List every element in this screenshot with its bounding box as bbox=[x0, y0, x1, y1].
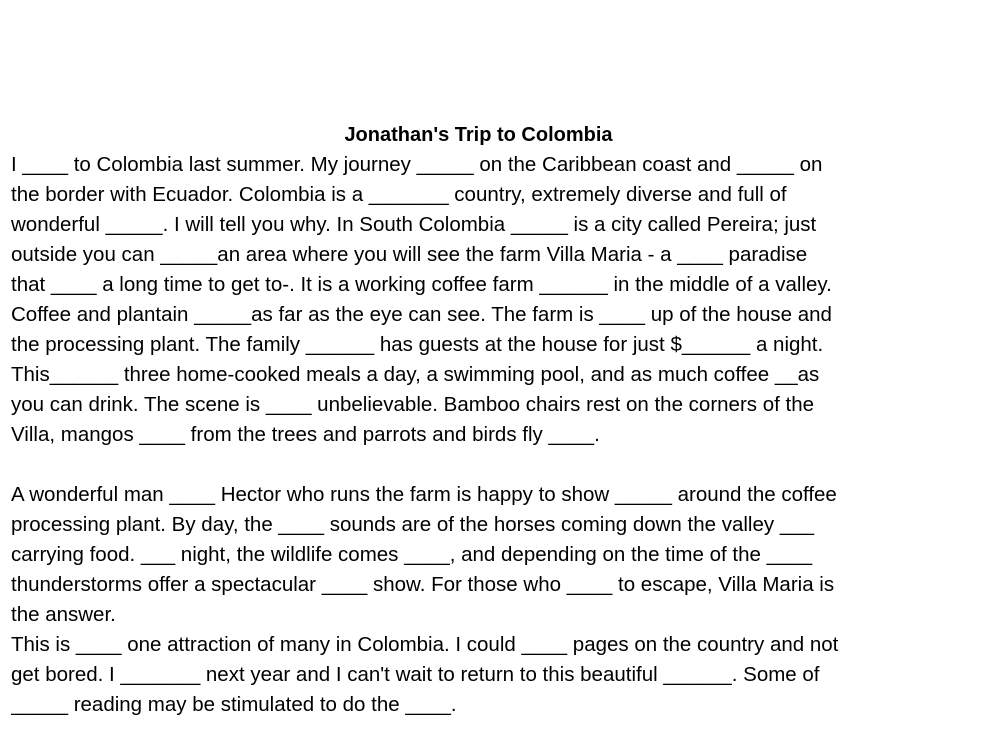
text-line: the border with Ecuador. Colombia is a _______ country, extremely diverse and full of bbox=[11, 183, 787, 206]
text-line: you can drink. The scene is ____ unbelievable. Bamboo chairs rest on the corners of the bbox=[11, 393, 815, 416]
text-line: outside you can _____an area where you will see the farm Villa Maria - a ____ paradise bbox=[11, 243, 808, 266]
text-line: the processing plant. The family ______ has guests at the house for just $______ a night. bbox=[11, 333, 824, 356]
worksheet bbox=[11, 120, 986, 720]
worksheet-title: Jonathan's Trip to Colombia bbox=[344, 124, 613, 146]
text-line: I ____ to Colombia last summer. My journey _____ on the Caribbean coast and _____ on bbox=[11, 153, 823, 176]
text-line: This______ three home-cooked meals a day, a swimming pool, and as much coffee __as bbox=[11, 363, 820, 386]
text-line: processing plant. By day, the ____ sounds are of the horses coming down the valley ___ bbox=[11, 513, 815, 536]
text-line: Villa, mangos ____ from the trees and parrots and birds fly ____. bbox=[11, 423, 600, 446]
text-line: wonderful _____. I will tell you why. In South Colombia _____ is a city called Pereira; just bbox=[11, 213, 817, 236]
text-line: that ____ a long time to get to-. It is a working coffee farm ______ in the middle of a valley. bbox=[11, 273, 832, 296]
paragraph-gap bbox=[11, 450, 986, 480]
paragraph-1 bbox=[11, 150, 986, 450]
text-line: Coffee and plantain _____as far as the eye can see. The farm is ____ up of the house and bbox=[11, 303, 832, 326]
text-line: carrying food. ___ night, the wildlife comes ____, and depending on the time of the ____ bbox=[11, 543, 813, 566]
text-line: _____ reading may be stimulated to do the ____. bbox=[11, 693, 457, 716]
paragraph-2 bbox=[11, 480, 986, 630]
paragraph-3 bbox=[11, 630, 986, 720]
text-line: This is ____ one attraction of many in Colombia. I could ____ pages on the country and not bbox=[11, 633, 839, 656]
text-line: get bored. I _______ next year and I can't wait to return to this beautiful ______. Some of bbox=[11, 663, 820, 686]
text-line: thunderstorms offer a spectacular ____ show. For those who ____ to escape, Villa Maria is bbox=[11, 573, 835, 596]
text-line: A wonderful man ____ Hector who runs the farm is happy to show _____ around the coffee bbox=[11, 483, 837, 506]
text-line: the answer. bbox=[11, 603, 116, 626]
